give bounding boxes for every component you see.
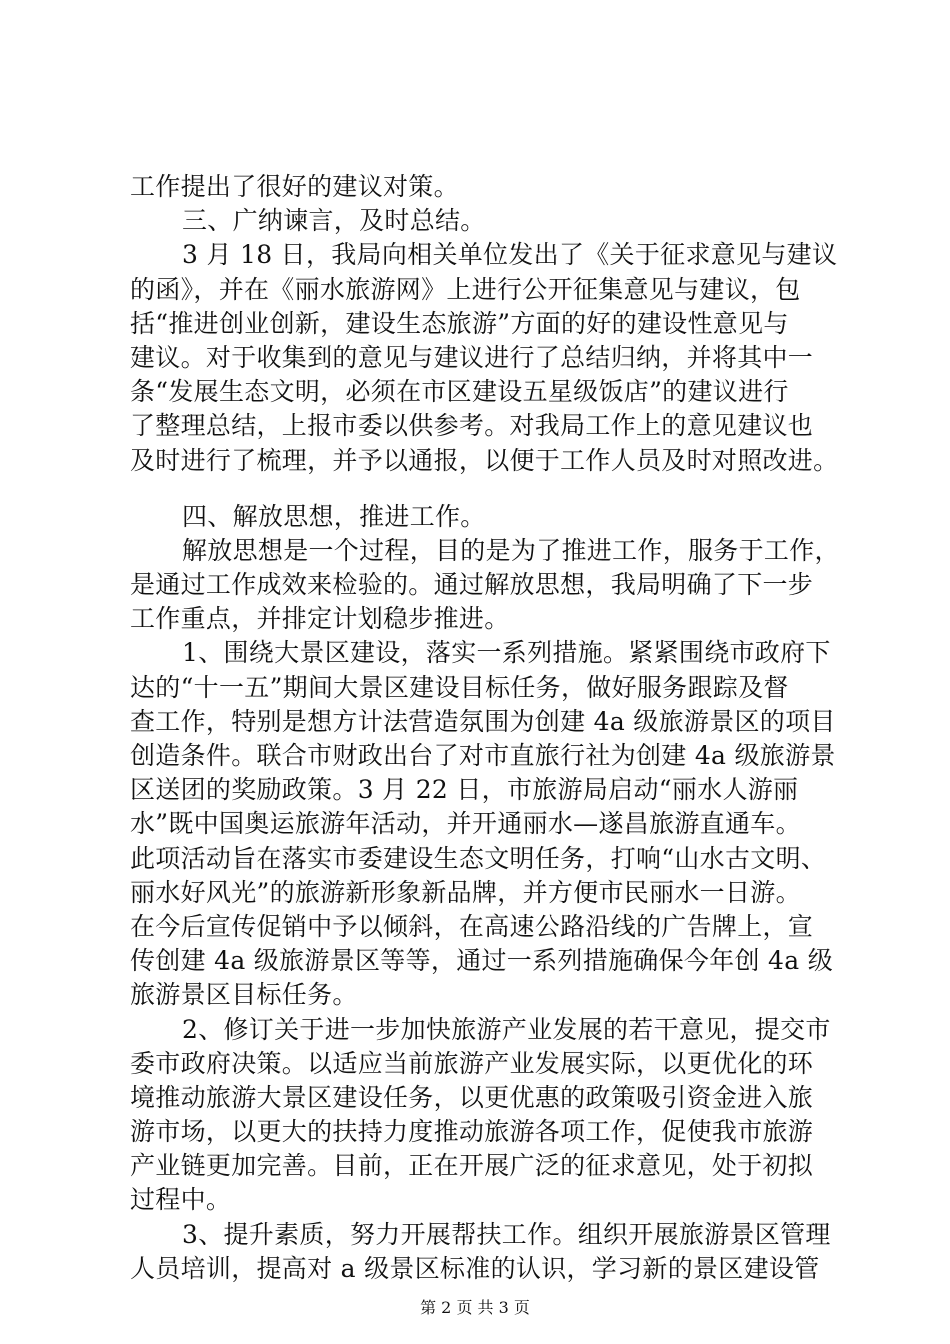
paragraph-block-bottom bbox=[130, 500, 840, 1286]
text-line: 及时进行了梳理，并予以通报，以便于工作人员及时对照改进。 bbox=[130, 445, 839, 475]
text-line: 委市政府决策。以适应当前旅游产业发展实际，以更优化的环 bbox=[130, 1048, 814, 1078]
text-line: 传创建 4a 级旅游景区等等，通过一系列措施确保今年创 4a 级 bbox=[130, 946, 834, 976]
text-line: 水”既中国奥运旅游年活动，并开通丽水—遂昌旅游直通车。 bbox=[130, 809, 801, 839]
text-line: 产业链更加完善。目前，正在开展广泛的征求意见，处于初拟 bbox=[130, 1151, 814, 1181]
text-line: 条“发展生态文明，必须在市区建设五星级饭店”的建议进行 bbox=[130, 377, 789, 407]
text-line: 过程中。 bbox=[130, 1185, 232, 1215]
text-line: 境推动旅游大景区建设任务，以更优惠的政策吸引资金进入旅 bbox=[130, 1082, 814, 1112]
text-line: 查工作，特别是想方计法营造氛围为创建 4a 级旅游景区的项目 bbox=[130, 706, 836, 736]
text-line: 丽水好风光”的旅游新形象新品牌，并方便市民丽水一日游。 bbox=[130, 877, 801, 907]
text-line: 游市场，以更大的扶持力度推动旅游各项工作，促使我市旅游 bbox=[130, 1117, 814, 1147]
text-line: 工作重点，并排定计划稳步推进。 bbox=[130, 604, 510, 634]
text-line: 2、修订关于进一步加快旅游产业发展的若干意见，提交市 bbox=[182, 1014, 831, 1044]
text-line: 三、广纳谏言，及时总结。 bbox=[182, 206, 486, 236]
text-line: 在今后宣传促销中予以倾斜，在高速公路沿线的广告牌上，宣 bbox=[130, 911, 814, 941]
text-line: 1、围绕大景区建设，落实一系列措施。紧紧围绕市政府下 bbox=[182, 638, 831, 668]
paragraph-gap bbox=[130, 478, 830, 500]
text-line: 旅游景区目标任务。 bbox=[130, 980, 358, 1010]
paragraph-block-top bbox=[130, 170, 839, 478]
text-line: 括“推进创业创新，建设生态旅游”方面的好的建设性意见与 bbox=[130, 308, 789, 338]
text-line: 建议。对于收集到的意见与建议进行了总结归纳，并将其中一 bbox=[130, 342, 814, 372]
text-line: 解放思想是一个过程，目的是为了推进工作，服务于工作， bbox=[182, 535, 840, 565]
text-line: 是通过工作成效来检验的。通过解放思想，我局明确了下一步 bbox=[130, 570, 814, 600]
text-line: 人员培训，提高对 a 级景区标准的认识，学习新的景区建设管 bbox=[130, 1253, 820, 1283]
text-line: 的函》，并在《丽水旅游网》上进行公开征集意见与建议，包 bbox=[130, 274, 801, 304]
text-line: 创造条件。联合市财政出台了对市直旅行社为创建 4a 级旅游景 bbox=[130, 741, 836, 770]
text-line: 达的“十一五”期间大景区建设目标任务，做好服务跟踪及督 bbox=[130, 672, 789, 702]
document-body bbox=[130, 170, 840, 1286]
text-line: 此项活动旨在落实市委建设生态文明任务，打响“山水古文明、 bbox=[130, 843, 827, 873]
text-line: 了整理总结，上报市委以供参考。对我局工作上的意见建议也 bbox=[130, 411, 814, 441]
text-line: 工作提出了很好的建议对策。 bbox=[130, 172, 459, 201]
text-line: 区送团的奖励政策。3 月 22 日，市旅游局启动“丽水人游丽 bbox=[130, 775, 799, 805]
page-footer: 第 2 页 共 3 页 bbox=[420, 1298, 530, 1317]
text-line: 3 月 18 日，我局向相关单位发出了《关于征求意见与建议 bbox=[182, 240, 838, 270]
text-line: 四、解放思想，推进工作。 bbox=[182, 501, 486, 531]
text-line: 3、提升素质，努力开展帮扶工作。组织开展旅游景区管理 bbox=[182, 1219, 831, 1249]
